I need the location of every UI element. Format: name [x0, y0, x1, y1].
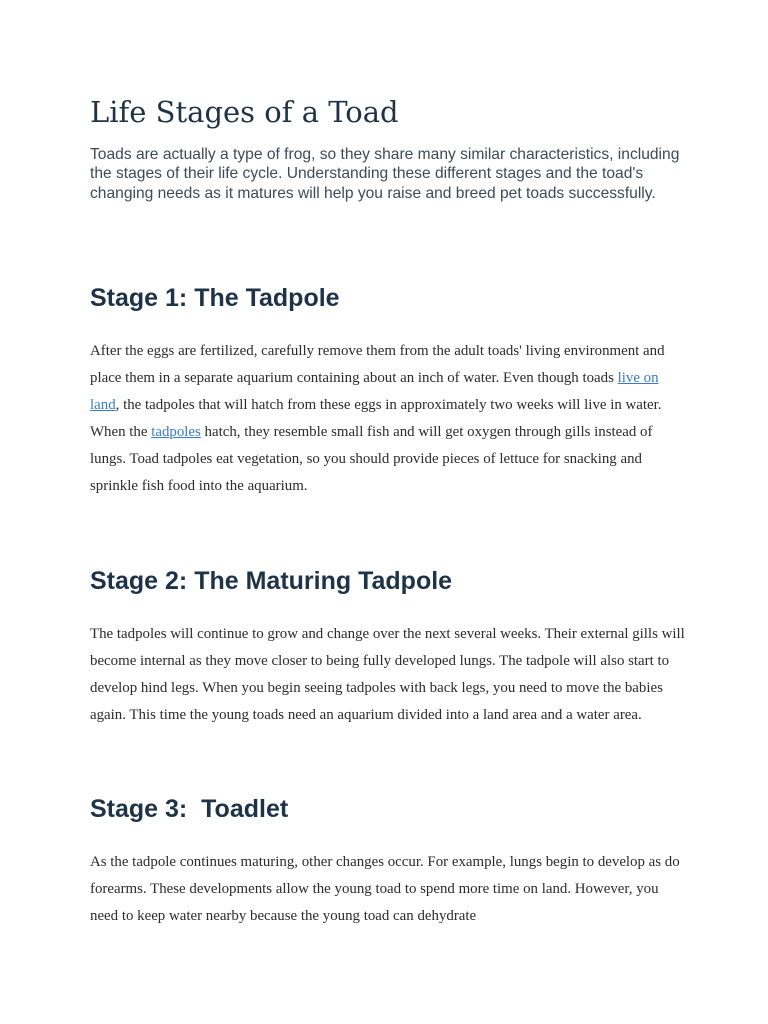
- section-body-stage-2: The tadpoles will continue to grow and change over the next several weeks. Their external gills will become internal as they move closer to being fully developed lungs. The tadpole will also start to develop hind legs. When you begin seeing tadpoles with back legs, you need to move the babies again. This time the young toads need an aquarium divided into a land area and a water area.: [90, 626, 685, 724]
- page-title: Life Stages of a Toad: [90, 95, 399, 129]
- body-text: After the eggs are fertilized, carefully remove them from the adult toads' living environment and place them in a separate aquarium containing about an inch of water. Even though toads: [90, 343, 665, 387]
- body-text: hatch, they resemble small fish and will get oxygen through gills instead of lungs. Toad tadpoles eat vegetation, so you should provide pieces of lettuce for snacking and sprinkle fish food into the aquarium.: [90, 424, 653, 495]
- section-heading-stage-1: Stage 1: The Tadpole: [90, 284, 340, 312]
- section-heading-stage-2: Stage 2: The Maturing Tadpole: [90, 567, 453, 595]
- live-on-land-link[interactable]: live on land: [90, 370, 659, 414]
- section-heading-stage-3: Stage 3: Toadlet: [90, 795, 289, 823]
- section-body-stage-3: As the tadpole continues maturing, other changes occur. For example, lungs begin to develop as do forearms. These developments allow the young toad to spend more time on land. However, you need to keep water nearby because the young toad can dehydrate: [90, 854, 680, 925]
- section-body-stage-1: [90, 338, 690, 501]
- intro-paragraph: Toads are actually a type of frog, so they share many similar characteristics, including the stages of their life cycle. Understanding these different stages and the toad's changing needs as it matures will help you raise and breed pet toads successfully.: [90, 146, 680, 202]
- body-text: , the tadpoles that will hatch from these eggs in approximately two weeks will live in water. When the: [90, 397, 662, 441]
- tadpoles-link[interactable]: tadpoles: [151, 424, 201, 441]
